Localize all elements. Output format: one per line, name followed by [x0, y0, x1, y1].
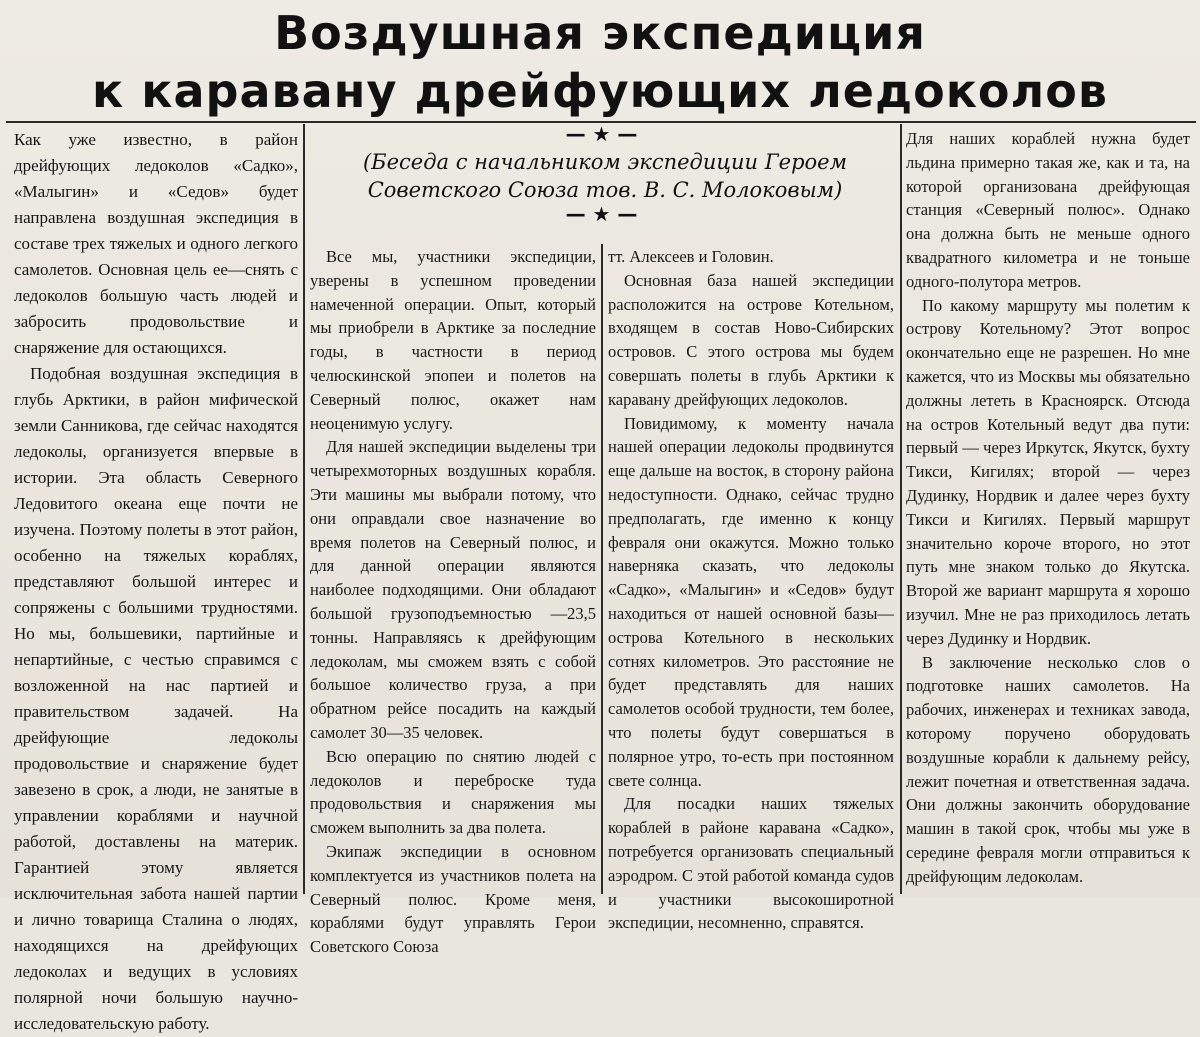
headline: [0, 4, 1200, 120]
column-rule-2: [601, 244, 603, 894]
headline-line-2: к каравану дрейфующих ледоколов: [92, 64, 1108, 118]
column-rule-1: [303, 124, 305, 894]
headline-line-1: Воздушная экспедиция: [274, 6, 926, 60]
interview-subtitle: (Беседа с начальником экспедиции Героем Советского Союза тов. В. С. Молоковым): [362, 150, 848, 202]
lead-paragraph-1: Как уже известно, в район дрейфующих ледоколов «Садко», «Малыгин» и «Седов» будет направлена воздушная экспедиция в составе трех тяжелых и одного легкого самолетов. Основная цель ее—снять с ледоколов большую часть людей и забросить продовольствие и снаряжение для остающихся.: [14, 130, 298, 357]
column-1-paragraph: Для нашей экспедиции выделены три четырехмоторных воздушных корабля. Эти машины мы выбрали потому, что они оправдали свое назначение во время полетов на Северный полюс, и для данной операции являются наиболее подходящими. Они обладают большой грузоподъемностью —23,5 тонны. Направляясь к дрейфующим ледоколам, мы сможем взять с собой большое количество груза, а при обратном рейсе посадить на каждый самолет 30—35 человек.: [310, 437, 596, 742]
article-column-3: [906, 127, 1190, 889]
column-1-paragraph: Экипаж экспедиции в основном комплектуется из участников полета на Северный полюс. Кроме меня, кораблями будут управлять Герои Советского Союза: [310, 841, 596, 957]
lead-paragraph-2: Подобная воздушная экспедиция в глубь Арктики, в район мифической земли Санникова, где сейчас находятся ледоколы, организуется впервые в истории. Эта область Северного Ледовитого океана еще почти не изучена. Поэтому полеты в этот район, особенно на тяжелых кораблях, представляют большой интерес и сопряжены с большими трудностями. Но мы, большевики, партийные и непартийные, с честью справимся с возложенной на нас партией и правительством задачей. На дрейфующие ледоколы продовольствие и снаряжение будет завезено в срок, а люди, не занятые в управлении кораблями и научной работой, доставлены на материк. Гарантией этому является исключительная забота нашей партии и лично товарища Сталина о людях, находящихся на дрейфующих ледоколах и ведущих в условиях полярной ночи большую научно-исследовательскую работу.: [14, 364, 298, 1033]
article-column-1: [310, 245, 596, 959]
column-2-paragraph: Для посадки наших тяжелых кораблей в районе каравана «Садко», потребуется организовать специальный аэродром. С этой работой команда судов и участники высокоширотной экспедиции, несомненно, справятся.: [608, 794, 894, 933]
column-3-paragraph: В заключение несколько слов о подготовке наших самолетов. На рабочих, инженерах и техниках завода, которому поручено оборудовать воздушные корабли к дальнему рейсу, лежит почетная и ответственная задача. Они должны закончить оборудование машин в такой срок, чтобы мы уже в середине февраля могли отправиться к дрейфующим ледоколам.: [906, 652, 1190, 886]
column-rule-3: [900, 124, 902, 894]
column-2-paragraph: Повидимому, к моменту начала нашей операции ледоколы продвинутся еще дальше на восток, в сторону района недоступности. Однако, сейчас трудно предполагать, где именно к концу февраля они окажутся. Можно только наверняка сказать, что ледоколы «Садко», «Малыгин» и «Седов» будут находиться от нашей основной базы—острова Котельного в нескольких сотнях километров. Это расстояние не будет представлять для наших самолетов особой трудности, тем более, что полеты будут совершаться в полярное утро, то-есть при постоянном свете солнца.: [608, 413, 894, 790]
column-2-paragraph: Основная база нашей экспедиции расположится на острове Котельном, входящем в состав Ново-Сибирских островов. С этого острова мы будем совершать полеты в глубь Арктики к каравану дрейфующих ледоколов.: [608, 270, 894, 409]
column-1-paragraph: Всю операцию по снятию людей с ледоколов и переброске туда продовольствия и снаряжения мы сможем выполнить за два полета.: [310, 746, 596, 838]
article-column-2: [608, 245, 894, 935]
column-2-paragraph: тт. Алексеев и Головин.: [608, 247, 774, 266]
column-1-paragraph: Все мы, участники экспедиции, уверены в успешном проведении намеченной операции. Опыт, который мы приобрели в Арктике за последние годы, в частности в период челюскинской эпопеи и полетов на Северный полюс, окажет нам неоценимую услугу.: [310, 247, 596, 433]
column-3-paragraph: Для наших кораблей нужна будет льдина примерно такая же, как и та, на которой организована дрейфующая станция «Северный полюс». Однако она должна быть не меньше одного квадратного километра и не тоньше одного-полутора метров.: [906, 129, 1190, 291]
separator-top: — ★ —: [565, 122, 638, 146]
lead-paragraph: [14, 127, 298, 1037]
separator-bottom: — ★ —: [565, 202, 638, 226]
column-3-paragraph: По какому маршруту мы полетим к острову Котельному? Этот вопрос окончательно еще не разрешен. Но мне кажется, что из Москвы мы обязательно должны лететь в Красноярск. Отсюда на остров Котельный ведут два пути: первый — через Иркутск, Якутск, бухту Тикси, Кигилях; второй — через Дудинку, Нордвик и далее через бухту Тикси и Кигилях. Первый маршрут значительно короче второго, но этот путь мне знаком только до Якутска. Второй же вариант маршрута я хорошо изучил. Мне не раз приходилось летать через Дудинку и Нордвик.: [906, 295, 1190, 648]
